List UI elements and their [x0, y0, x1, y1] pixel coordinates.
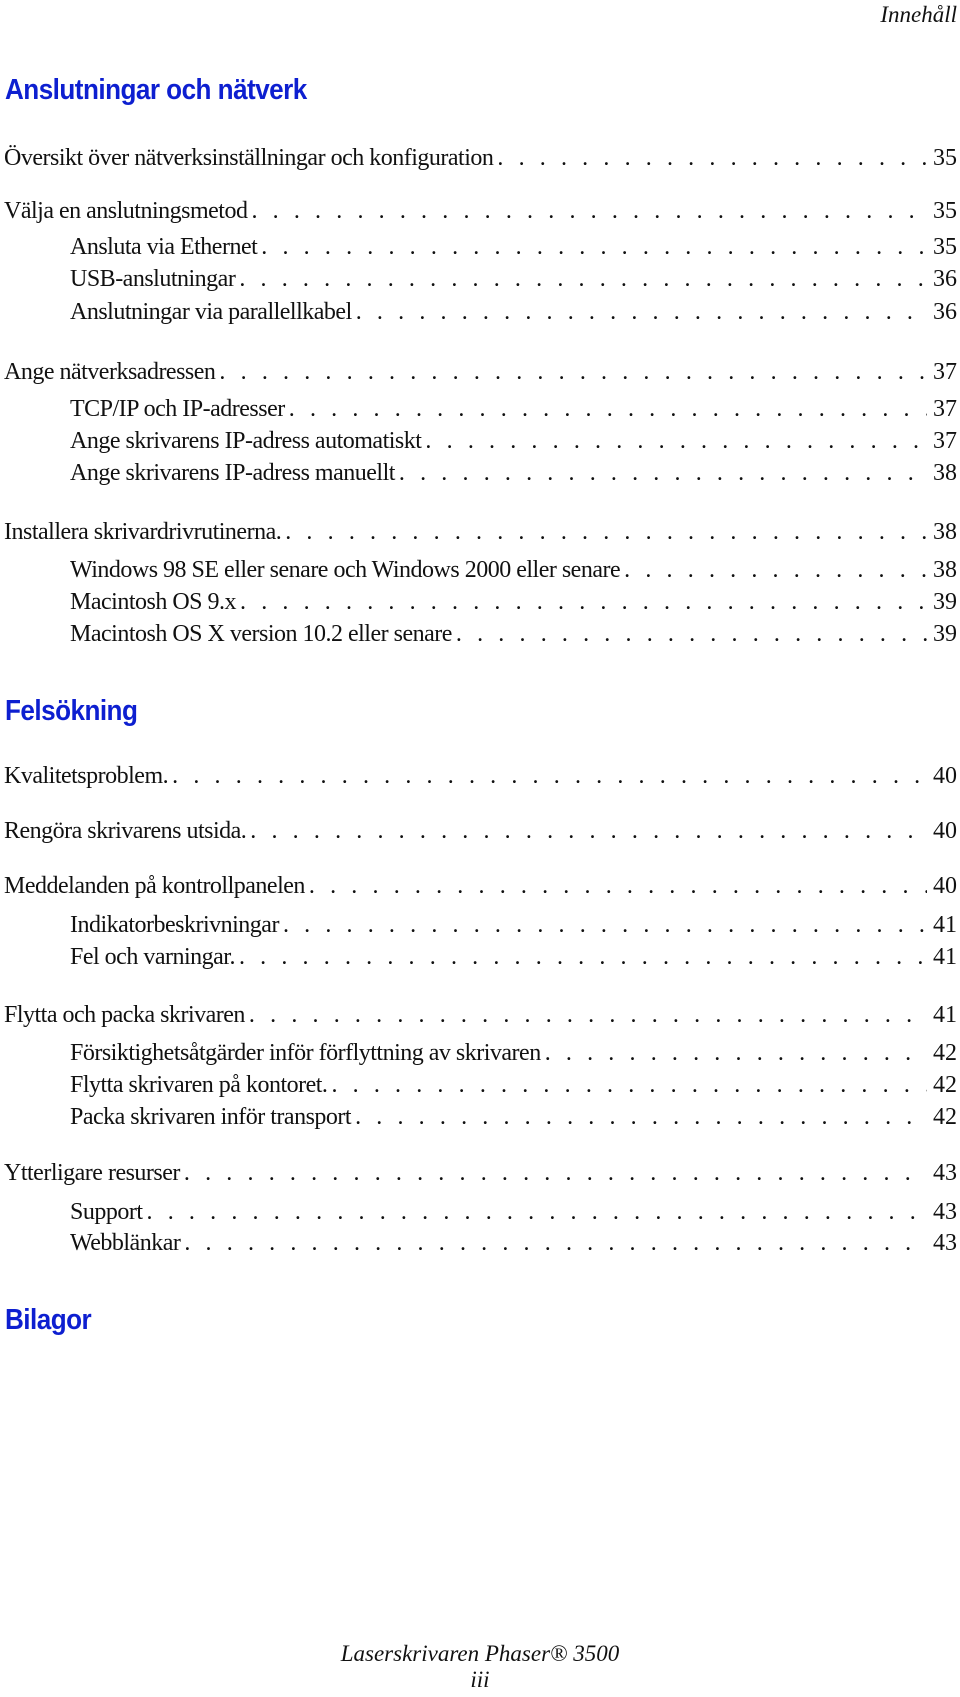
- dot-leader: [257, 232, 927, 262]
- dot-leader: [305, 871, 927, 901]
- toc-entry-page: 40: [933, 873, 957, 899]
- toc-entry-page: 38: [933, 557, 957, 583]
- toc-entry-title: Installera skrivardrivrutinerna.: [4, 519, 282, 545]
- toc-entry[interactable]: [4, 196, 957, 226]
- toc-entry-title: Support: [70, 1199, 143, 1225]
- toc-entry[interactable]: [4, 143, 957, 173]
- toc-entry[interactable]: [70, 555, 957, 585]
- toc-entry-page: 42: [933, 1040, 957, 1066]
- toc-entry-page: 36: [933, 266, 957, 292]
- toc-entry-page: 40: [933, 818, 957, 844]
- toc-entry[interactable]: [70, 297, 957, 327]
- dot-leader: [236, 587, 927, 617]
- section-heading: Bilagor: [5, 1304, 92, 1336]
- toc-entry-page: 43: [933, 1230, 957, 1256]
- toc-entry-page: 39: [933, 589, 957, 615]
- toc-entry-title: Macintosh OS 9.x: [70, 589, 236, 615]
- toc-entry[interactable]: [70, 1102, 957, 1132]
- toc-entry-title: Fel och varningar.: [70, 944, 235, 970]
- toc-entry[interactable]: [70, 232, 957, 262]
- dot-leader: [395, 458, 927, 488]
- toc-entry-title: Webblänkar: [70, 1230, 181, 1256]
- dot-leader: [180, 1228, 927, 1258]
- toc-entry[interactable]: [4, 1000, 957, 1030]
- toc-entry-title: Ange nätverksadressen: [4, 359, 216, 385]
- toc-entry-title: Meddelanden på kontrollpanelen: [4, 873, 305, 899]
- toc-entry-title: Packa skrivaren inför transport: [70, 1104, 352, 1130]
- toc-entry[interactable]: [70, 394, 957, 424]
- toc-entry[interactable]: [4, 761, 957, 791]
- toc-entry[interactable]: [70, 1038, 957, 1068]
- toc-entry-page: 43: [933, 1199, 957, 1225]
- toc-entry-title: Välja en anslutningsmetod: [4, 198, 248, 224]
- dot-leader: [245, 1000, 927, 1030]
- toc-entry[interactable]: [70, 910, 957, 940]
- toc-entry-title: Försiktighetsåtgärder inför förflyttning av skrivaren: [70, 1040, 541, 1066]
- toc-entry-page: 37: [933, 359, 957, 385]
- toc-entry-page: 41: [933, 944, 957, 970]
- dot-leader: [281, 517, 927, 547]
- toc-entry-title: Windows 98 SE eller senare och Windows 2000 eller senare: [70, 557, 621, 583]
- toc-entry-title: Kvalitetsproblem.: [4, 763, 169, 789]
- dot-leader: [452, 619, 927, 649]
- toc-entry[interactable]: [4, 357, 957, 387]
- dot-leader: [279, 910, 927, 940]
- toc-entry-page: 42: [933, 1072, 957, 1098]
- toc-entry-page: 41: [933, 1002, 957, 1028]
- toc-entry-page: 35: [933, 145, 957, 171]
- toc-entry-title: Ange skrivarens IP-adress automatiskt: [70, 428, 422, 454]
- toc-entry-page: 43: [933, 1160, 957, 1186]
- toc-entry-title: Macintosh OS X version 10.2 eller senare: [70, 621, 452, 647]
- dot-leader: [235, 264, 927, 294]
- dot-leader: [541, 1038, 927, 1068]
- footer-page-number: iii: [470, 1667, 490, 1692]
- toc-entry-title: Översikt över nätverksinställningar och konfiguration: [4, 145, 494, 171]
- section-heading: Anslutningar och nätverk: [5, 74, 307, 106]
- toc-entry-title: Anslutningar via parallellkabel: [70, 299, 352, 325]
- toc-entry[interactable]: [70, 942, 957, 972]
- dot-leader: [351, 1102, 927, 1132]
- toc-entry-page: 35: [933, 198, 957, 224]
- toc-entry[interactable]: [70, 619, 957, 649]
- toc-entry[interactable]: [70, 1228, 957, 1258]
- toc-entry[interactable]: [4, 1158, 957, 1188]
- toc-entry-title: Ytterligare resurser: [4, 1160, 180, 1186]
- toc-entry-title: USB-anslutningar: [70, 266, 236, 292]
- toc-entry[interactable]: [70, 458, 957, 488]
- toc-entry-page: 35: [933, 234, 957, 260]
- toc-entry[interactable]: [4, 871, 957, 901]
- dot-leader: [143, 1197, 927, 1227]
- dot-leader: [352, 297, 927, 327]
- running-header: Innehåll: [880, 2, 957, 27]
- toc-entry-page: 37: [933, 396, 957, 422]
- dot-leader: [215, 357, 927, 387]
- dot-leader: [493, 143, 927, 173]
- toc-entry-title: TCP/IP och IP-adresser: [70, 396, 285, 422]
- toc-entry-page: 41: [933, 912, 957, 938]
- dot-leader: [285, 394, 927, 424]
- dot-leader: [247, 196, 927, 226]
- toc-entry[interactable]: [70, 587, 957, 617]
- dot-leader: [180, 1158, 927, 1188]
- toc-entry-page: 36: [933, 299, 957, 325]
- footer-product: Laserskrivaren Phaser® 3500: [340, 1641, 620, 1666]
- dot-leader: [421, 426, 927, 456]
- toc-entry-title: Indikatorbeskrivningar: [70, 912, 279, 938]
- toc-entry-page: 39: [933, 621, 957, 647]
- dot-leader: [235, 942, 927, 972]
- toc-entry[interactable]: [70, 1197, 957, 1227]
- toc-entry-page: 37: [933, 428, 957, 454]
- toc-entry[interactable]: [4, 816, 957, 846]
- toc-entry-page: 40: [933, 763, 957, 789]
- toc-entry-page: 38: [933, 519, 957, 545]
- toc-entry[interactable]: [70, 426, 957, 456]
- toc-entry-page: 38: [933, 460, 957, 486]
- toc-entry-page: 42: [933, 1104, 957, 1130]
- toc-entry-title: Rengöra skrivarens utsida.: [4, 818, 247, 844]
- toc-entry[interactable]: [70, 1070, 957, 1100]
- section-heading: Felsökning: [5, 695, 138, 727]
- toc-entry[interactable]: [70, 264, 957, 294]
- dot-leader: [168, 761, 927, 791]
- toc-entry-title: Ange skrivarens IP-adress manuellt: [70, 460, 395, 486]
- toc-entry-title: Flytta och packa skrivaren: [4, 1002, 245, 1028]
- dot-leader: [327, 1070, 927, 1100]
- toc-entry-title: Flytta skrivaren på kontoret.: [70, 1072, 328, 1098]
- dot-leader: [246, 816, 927, 846]
- toc-entry[interactable]: [4, 517, 957, 547]
- toc-entry-title: Ansluta via Ethernet: [70, 234, 258, 260]
- dot-leader: [620, 555, 927, 585]
